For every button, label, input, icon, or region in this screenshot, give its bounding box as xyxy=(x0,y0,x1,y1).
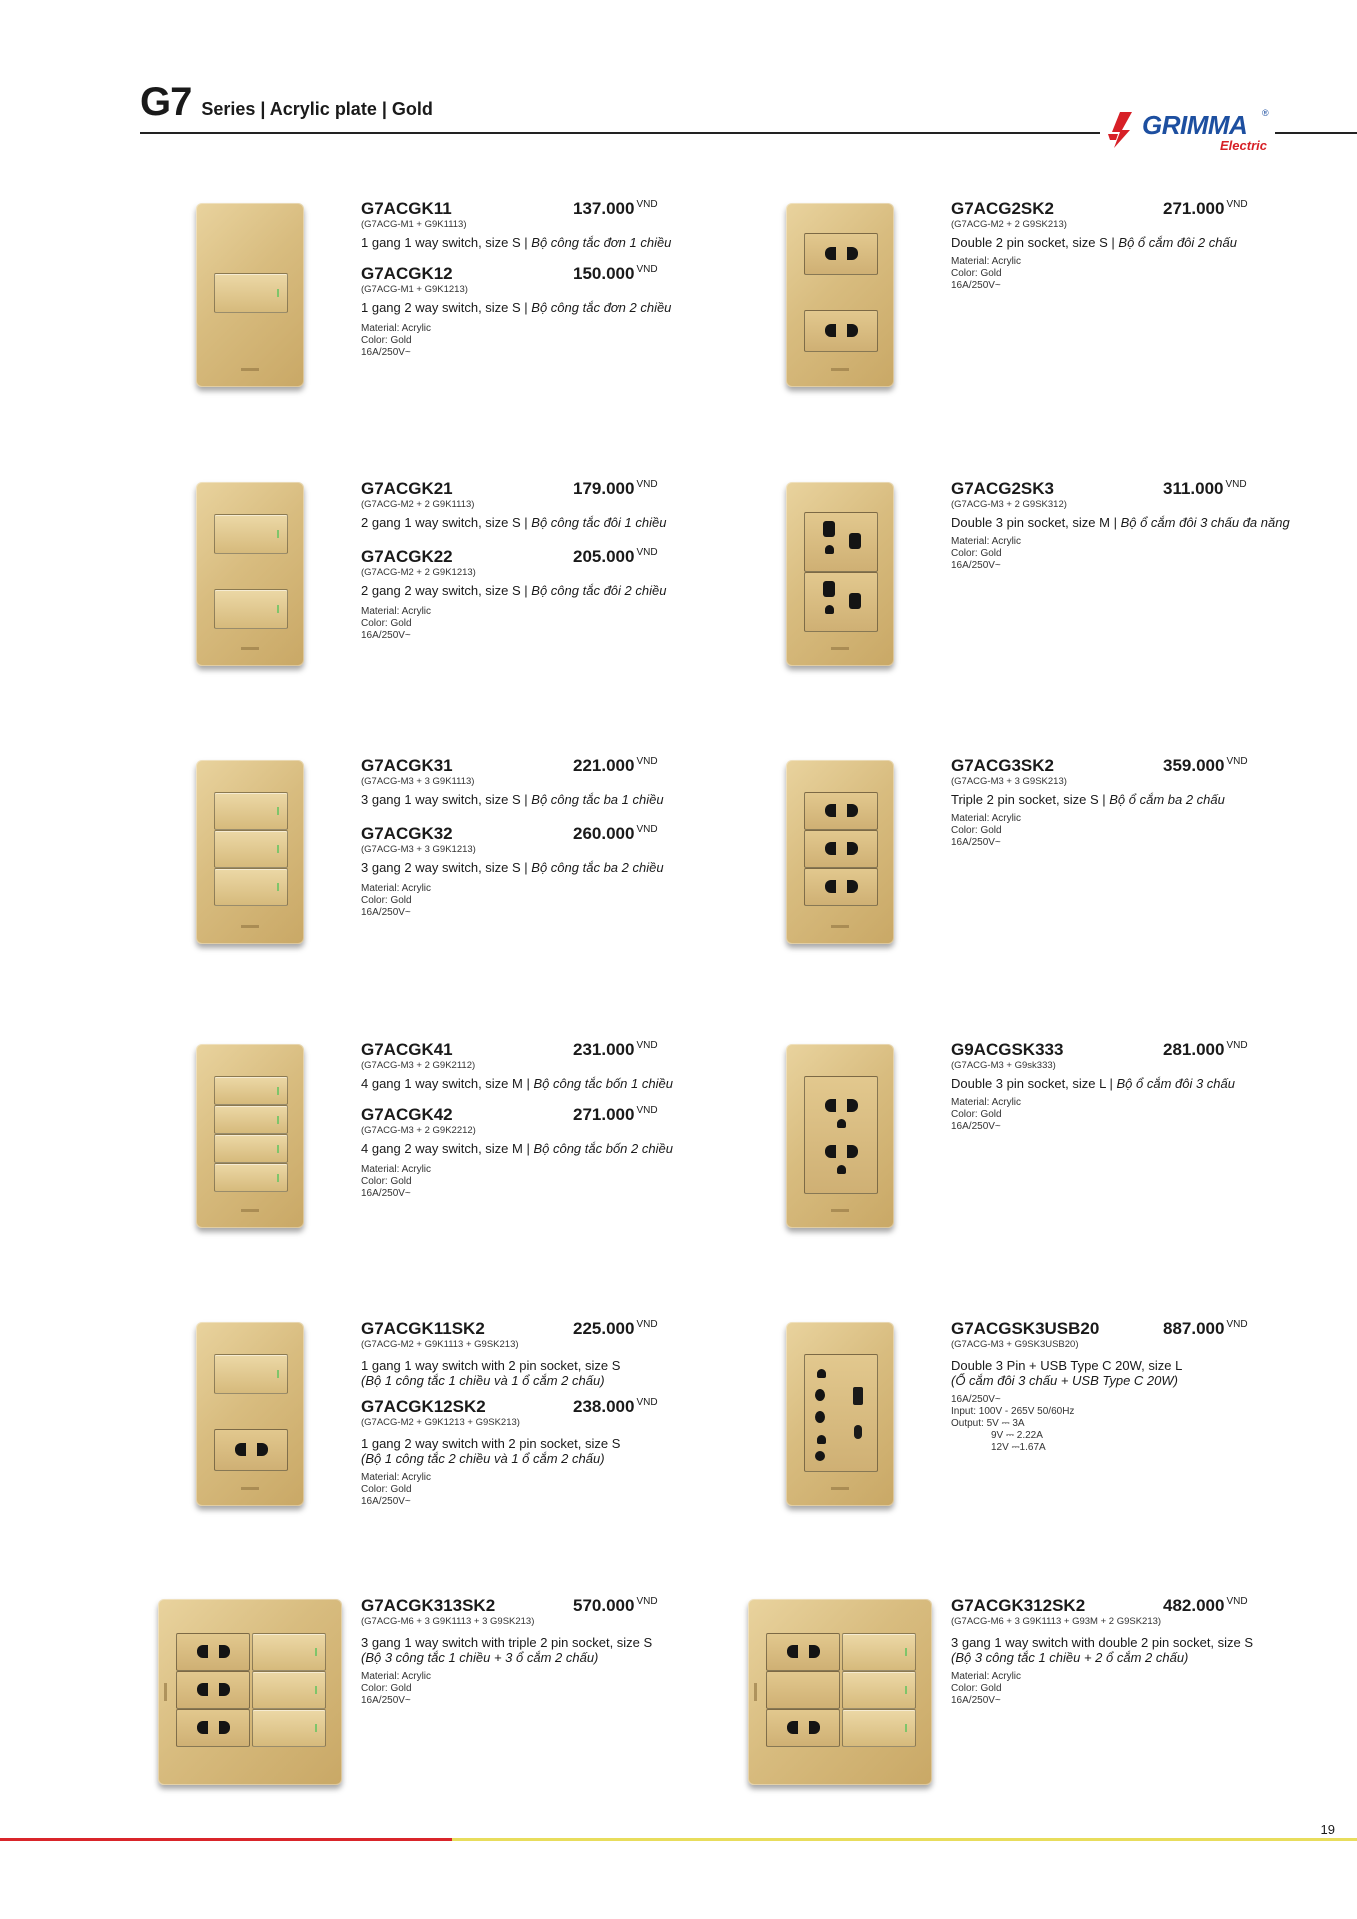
product-price: 311.000 $^{VND}$ xyxy=(1163,479,1247,498)
product-code: G7ACGK22 xyxy=(361,547,453,566)
product-spec: Material: Acrylic Color: Gold 16A/250V~ xyxy=(951,1671,1022,1706)
socket xyxy=(766,1709,840,1747)
product-parts: (G7ACG-M3 + 2 G9SK312) xyxy=(951,499,1067,510)
product-description: 2 gang 2 way switch, size S | Bộ công tắc đôi 2 chiều xyxy=(361,583,667,598)
product-image-g7acgk41 xyxy=(196,1044,304,1228)
product-description: 3 gang 1 way switch with triple 2 pin socket, size S xyxy=(361,1635,653,1650)
product-parts: (G7ACG-M3 + G9sk333) xyxy=(951,1060,1056,1071)
brand-mark xyxy=(831,925,849,928)
product-price: 225.000 $^{VND}$ xyxy=(573,1319,658,1338)
product-parts: (G7ACG-M3 + 2 G9K2112) xyxy=(361,1060,476,1071)
product-description-vi: (Bộ 3 công tắc 1 chiều + 2 ổ cắm 2 chấu) xyxy=(951,1650,1189,1665)
product-price: 359.000 $^{VND}$ xyxy=(1163,756,1248,775)
product-spec: Material: Acrylic Color: Gold 16A/250V~ xyxy=(951,813,1022,848)
product-description: Double 3 Pin + USB Type C 20W, size L xyxy=(951,1358,1183,1373)
product-image-g9acgsk333 xyxy=(786,1044,894,1228)
switch-button xyxy=(214,830,288,868)
socket xyxy=(804,572,878,632)
product-info-block xyxy=(361,1319,691,1508)
product-price: 137.000 $^{VND}$ xyxy=(573,199,658,218)
product-image-g7acg2sk3 xyxy=(786,482,894,666)
product-parts: (G7ACG-M1 + G9K1113) xyxy=(361,219,467,230)
product-code: G7ACG2SK2 xyxy=(951,199,1054,218)
product-description-vi: (Bộ 3 công tắc 1 chiều + 3 ổ cắm 2 chấu) xyxy=(361,1650,599,1665)
product-parts: (G7ACG-M3 + 3 G9SK213) xyxy=(951,776,1067,787)
switch-button xyxy=(214,792,288,830)
product-info-block xyxy=(361,1596,691,1707)
product-code: G7ACGK41 xyxy=(361,1040,453,1059)
product-price: 271.000 $^{VND}$ xyxy=(573,1105,658,1124)
product-image-g7acgk21 xyxy=(196,482,304,666)
product-info-block xyxy=(361,199,691,359)
brand-mark xyxy=(754,1683,757,1701)
header-rule xyxy=(140,132,1100,134)
product-code: G7ACGK312SK2 xyxy=(951,1596,1086,1615)
product-image-g7acgk31 xyxy=(196,760,304,944)
product-price: 231.000 $^{VND}$ xyxy=(573,1040,658,1059)
product-price: 238.000 $^{VND}$ xyxy=(573,1397,658,1416)
product-price: 887.000 $^{VND}$ xyxy=(1163,1319,1248,1338)
switch-button xyxy=(214,1134,288,1163)
product-description: Double 3 pin socket, size M | Bộ ổ cắm đôi 3 chấu đa năng xyxy=(951,515,1290,530)
product-code: G7ACGK21 xyxy=(361,479,453,498)
product-info-block xyxy=(951,1596,1331,1707)
product-info-block xyxy=(361,479,691,642)
product-description: Double 2 pin socket, size S | Bộ ổ cắm đôi 2 chấu xyxy=(951,235,1237,250)
switch-button xyxy=(252,1671,326,1709)
product-description: 3 gang 1 way switch, size S | Bộ công tắc ba 1 chiều xyxy=(361,792,664,807)
product-image-g7acg3sk2 xyxy=(786,760,894,944)
socket-blank xyxy=(766,1671,840,1709)
socket xyxy=(766,1633,840,1671)
product-price: 221.000 $^{VND}$ xyxy=(573,756,658,775)
product-image-g7acgsk3usb20 xyxy=(786,1322,894,1506)
brand-mark xyxy=(241,1487,259,1490)
brand-mark xyxy=(241,368,259,371)
product-spec: Material: Acrylic Color: Gold 16A/250V~ xyxy=(951,1097,1022,1132)
product-code: G7ACGK11SK2 xyxy=(361,1319,485,1338)
socket xyxy=(804,512,878,572)
logo-sub: Electric xyxy=(1220,138,1267,153)
switch-button xyxy=(842,1633,916,1671)
product-parts: (G7ACG-M2 + 2 G9K1213) xyxy=(361,567,476,578)
product-price: 271.000 $^{VND}$ xyxy=(1163,199,1248,218)
product-code: G9ACGSK333 xyxy=(951,1040,1064,1059)
socket xyxy=(804,868,878,906)
product-image-g7acgk312sk2 xyxy=(748,1599,932,1785)
product-info-block xyxy=(361,1040,691,1200)
usb-a-port xyxy=(853,1387,863,1405)
switch-button xyxy=(214,1076,288,1105)
switch-button xyxy=(214,514,288,554)
product-price: 150.000 $^{VND}$ xyxy=(573,264,658,283)
switch-button xyxy=(214,1105,288,1134)
socket xyxy=(804,830,878,868)
socket xyxy=(214,1429,288,1471)
footer-rule-yellow xyxy=(452,1838,1357,1841)
product-price: 179.000 $^{VND}$ xyxy=(573,479,658,498)
product-parts: (G7ACG-M2 + G9K1213 + G9SK213) xyxy=(361,1417,520,1428)
product-parts: (G7ACG-M2 + G9K1113 + G9SK213) xyxy=(361,1339,519,1350)
product-parts: (G7ACG-M6 + 3 G9K1113 + G93M + 2 G9SK213) xyxy=(951,1616,1162,1627)
product-price: 205.000 $^{VND}$ xyxy=(573,547,658,566)
socket xyxy=(804,233,878,275)
product-spec: 16A/250V~ Input: 100V - 265V 50/60Hz Output: 5V ⎓ 3A 9V ⎓ 2.22A 12V ⎓1.67A xyxy=(951,1394,1075,1453)
brand-mark xyxy=(241,925,259,928)
product-price: 570.000 $^{VND}$ xyxy=(573,1596,658,1615)
product-description: Triple 2 pin socket, size S | Bộ ổ cắm ba 2 chấu xyxy=(951,792,1225,807)
socket xyxy=(176,1709,250,1747)
switch-button xyxy=(214,1163,288,1192)
brand-mark xyxy=(831,368,849,371)
product-spec: Material: Acrylic Color: Gold 16A/250V~ xyxy=(361,1472,432,1507)
switch-button xyxy=(842,1671,916,1709)
switch-button xyxy=(214,1354,288,1394)
switch-button xyxy=(842,1709,916,1747)
product-parts: (G7ACG-M6 + 3 G9K1113 + 3 G9SK213) xyxy=(361,1616,535,1627)
brand-mark xyxy=(241,647,259,650)
product-parts: (G7ACG-M2 + 2 G9SK213) xyxy=(951,219,1067,230)
product-description: 4 gang 2 way switch, size M | Bộ công tắc bốn 2 chiều xyxy=(361,1141,673,1156)
product-image-g7acg2sk2 xyxy=(786,203,894,387)
product-parts: (G7ACG-M1 + G9K1213) xyxy=(361,284,468,295)
socket xyxy=(804,1354,878,1472)
socket xyxy=(804,1076,878,1194)
socket xyxy=(176,1671,250,1709)
product-code: G7ACGK11 xyxy=(361,199,452,218)
product-code: G7ACG3SK2 xyxy=(951,756,1054,775)
brand-mark xyxy=(164,1683,167,1701)
product-info-block xyxy=(951,199,1331,292)
product-spec: Material: Acrylic Color: Gold 16A/250V~ xyxy=(361,1671,432,1706)
product-image-g7acgk313sk2 xyxy=(158,1599,342,1785)
brand-mark xyxy=(831,1209,849,1212)
product-image-g7acgk11 xyxy=(196,203,304,387)
product-info-block xyxy=(951,1040,1331,1133)
page-number: 19 xyxy=(1320,1822,1335,1837)
product-code: G7ACGK42 xyxy=(361,1105,453,1124)
series-subtitle: Series | Acrylic plate | Gold xyxy=(201,99,433,119)
product-parts: (G7ACG-M3 + 3 G9K1113) xyxy=(361,776,475,787)
product-code: G7ACGK12 xyxy=(361,264,453,283)
product-description-vi: (Bộ 1 công tắc 1 chiều và 1 ổ cắm 2 chấu) xyxy=(361,1373,605,1388)
product-price: 260.000 $^{VND}$ xyxy=(573,824,658,843)
product-info-block xyxy=(951,479,1331,572)
product-info-block xyxy=(951,756,1331,849)
series-code: G7 xyxy=(140,80,192,124)
product-description: 2 gang 1 way switch, size S | Bộ công tắc đôi 1 chiều xyxy=(361,515,667,530)
product-image-g7acgk11sk2 xyxy=(196,1322,304,1506)
product-description: 1 gang 1 way switch with 2 pin socket, size S xyxy=(361,1358,621,1373)
product-info-block xyxy=(951,1319,1331,1454)
brand-mark xyxy=(831,647,849,650)
product-description: 1 gang 2 way switch, size S | Bộ công tắc đơn 2 chiều xyxy=(361,300,672,315)
socket xyxy=(804,310,878,352)
brand-mark xyxy=(831,1487,849,1490)
switch-button xyxy=(214,589,288,629)
product-spec: Material: Acrylic Color: Gold 16A/250V~ xyxy=(361,323,432,358)
socket xyxy=(176,1633,250,1671)
product-code: G7ACGK12SK2 xyxy=(361,1397,486,1416)
product-description: 4 gang 1 way switch, size M | Bộ công tắc bốn 1 chiều xyxy=(361,1076,673,1091)
product-price: 281.000 $^{VND}$ xyxy=(1163,1040,1248,1059)
product-code: G7ACG2SK3 xyxy=(951,479,1054,498)
product-parts: (G7ACG-M2 + 2 G9K1113) xyxy=(361,499,475,510)
product-code: G7ACGK313SK2 xyxy=(361,1596,496,1615)
product-description-vi: (Ổ cắm đôi 3 chấu + USB Type C 20W) xyxy=(951,1373,1178,1388)
product-spec: Material: Acrylic Color: Gold 16A/250V~ xyxy=(361,1164,432,1199)
product-parts: (G7ACG-M3 + G9SK3USB20) xyxy=(951,1339,1079,1350)
product-spec: Material: Acrylic Color: Gold 16A/250V~ xyxy=(361,606,432,641)
product-description: 1 gang 1 way switch, size S | Bộ công tắc đơn 1 chiều xyxy=(361,235,672,250)
product-info-block xyxy=(361,756,691,919)
product-description: 1 gang 2 way switch with 2 pin socket, size S xyxy=(361,1436,621,1451)
switch-button xyxy=(252,1709,326,1747)
product-code: G7ACGSK3USB20 xyxy=(951,1319,1100,1338)
grimma-logo xyxy=(1102,108,1272,154)
brand-mark xyxy=(241,1209,259,1212)
switch-button xyxy=(252,1633,326,1671)
product-spec: Material: Acrylic Color: Gold 16A/250V~ xyxy=(951,256,1022,291)
switch-button xyxy=(214,868,288,906)
product-parts: (G7ACG-M3 + 2 G9K2212) xyxy=(361,1125,476,1136)
product-description: 3 gang 2 way switch, size S | Bộ công tắc ba 2 chiều xyxy=(361,860,664,875)
product-spec: Material: Acrylic Color: Gold 16A/250V~ xyxy=(951,536,1022,571)
product-description: Double 3 pin socket, size L | Bộ ổ cắm đôi 3 chấu xyxy=(951,1076,1236,1091)
footer-rule-red xyxy=(0,1838,452,1841)
socket xyxy=(804,792,878,830)
switch-button xyxy=(214,273,288,313)
product-code: G7ACGK32 xyxy=(361,824,453,843)
product-description-vi: (Bộ 1 công tắc 2 chiều và 1 ổ cắm 2 chấu) xyxy=(361,1451,605,1466)
product-code: G7ACGK31 xyxy=(361,756,453,775)
product-price: 482.000 $^{VND}$ xyxy=(1163,1596,1248,1615)
logo-name: GRIMMA xyxy=(1142,110,1248,140)
page-header xyxy=(140,80,433,125)
product-spec: Material: Acrylic Color: Gold 16A/250V~ xyxy=(361,883,432,918)
usb-c-port xyxy=(854,1425,862,1439)
header-rule-right xyxy=(1275,132,1357,134)
product-description: 3 gang 1 way switch with double 2 pin socket, size S xyxy=(951,1635,1254,1650)
grimma-logo-icon xyxy=(1106,110,1142,150)
product-parts: (G7ACG-M3 + 3 G9K1213) xyxy=(361,844,476,855)
logo-registered: ® xyxy=(1262,108,1269,118)
